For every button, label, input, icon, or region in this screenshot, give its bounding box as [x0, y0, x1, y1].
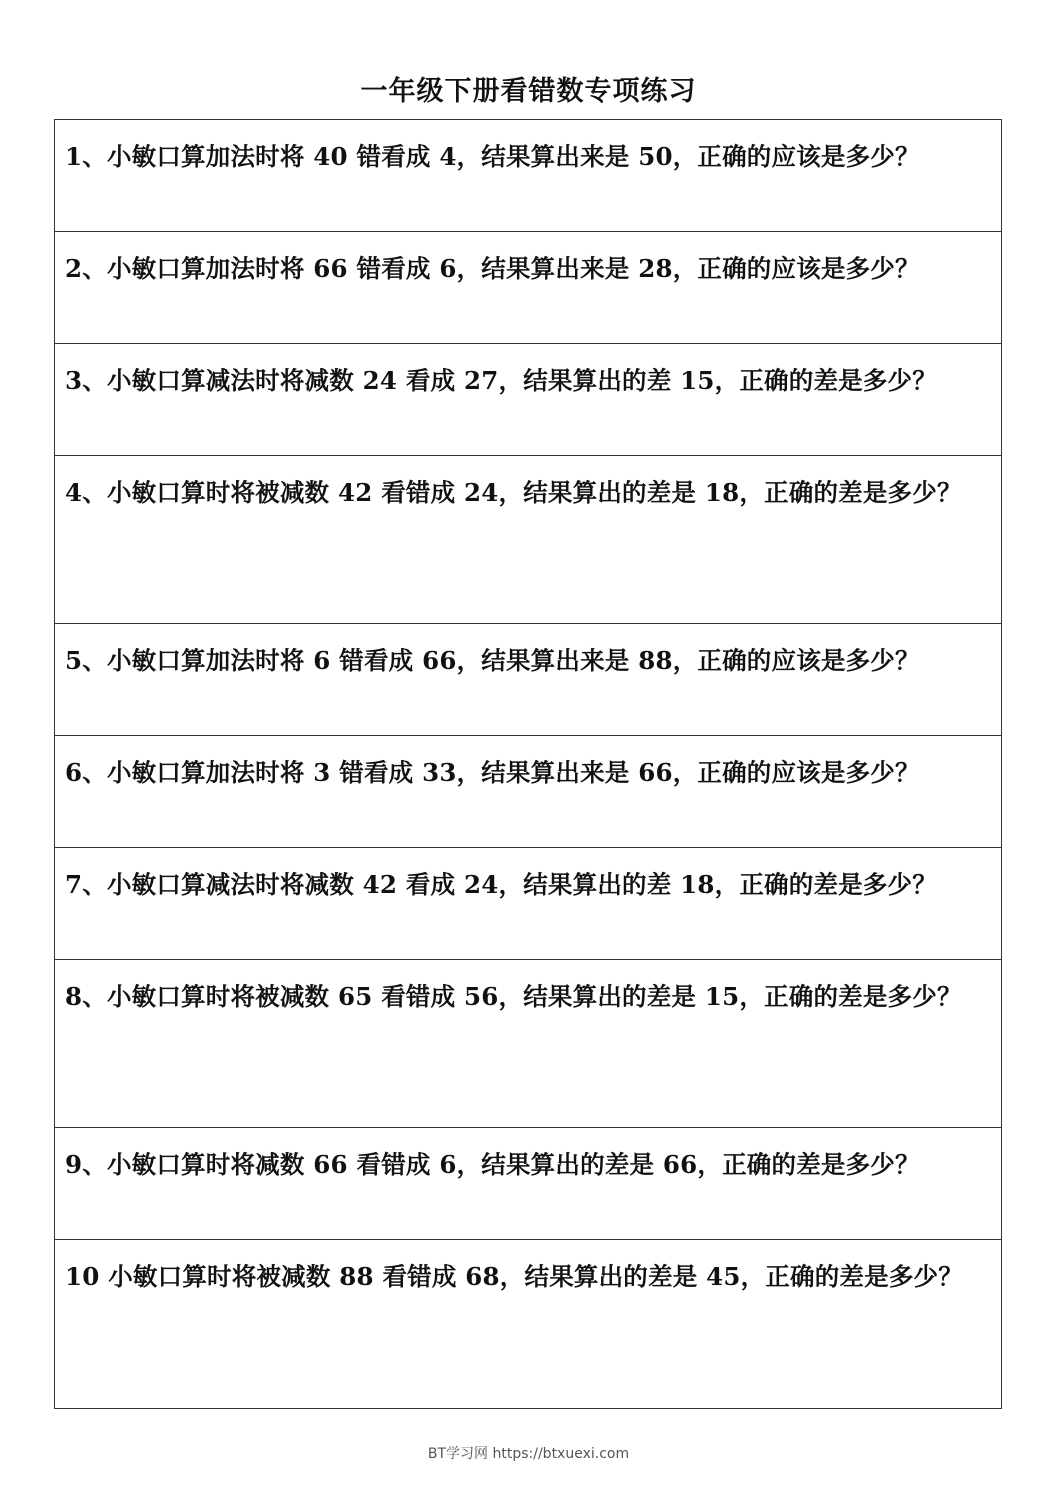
- question-row-6: 6、小敏口算加法时将 3 错看成 33，结果算出来是 66，正确的应该是多少？: [55, 736, 1001, 848]
- footer-watermark: BT学习网 https://btxuexi.com: [427, 1446, 630, 1462]
- question-row-3: 3、小敏口算减法时将减数 24 看成 27，结果算出的差 15，正确的差是多少？: [55, 344, 1001, 456]
- question-row-2: 2、小敏口算加法时将 66 错看成 6，结果算出来是 28，正确的应该是多少？: [55, 232, 1001, 344]
- question-row-10: 10 小敏口算时将被减数 88 看错成 68，结果算出的差是 45，正确的差是多少？: [65, 1262, 963, 1291]
- question-row-9: 9、小敏口算时将减数 66 看错成 6，结果算出的差是 66，正确的差是多少？: [55, 1128, 1001, 1240]
- question-row-5: 5、小敏口算加法时将 6 错看成 66，结果算出来是 88，正确的应该是多少？: [55, 624, 1001, 736]
- question-row-4: 4、小敏口算时将被减数 42 看错成 24，结果算出的差是 18，正确的差是多少？: [55, 456, 1001, 624]
- question-row-8: 8、小敏口算时将被减数 65 看错成 56，结果算出的差是 15，正确的差是多少？: [55, 960, 1001, 1128]
- question-row-1: 1、小敏口算加法时将 40 错看成 4，结果算出来是 50，正确的应该是多少？: [55, 120, 1001, 232]
- question-row-7: 7、小敏口算减法时将减数 42 看成 24，结果算出的差 18，正确的差是多少？: [55, 848, 1001, 960]
- question-table: [54, 119, 1002, 1409]
- page-title: 一年级下册看错数专项练习: [360, 76, 697, 107]
